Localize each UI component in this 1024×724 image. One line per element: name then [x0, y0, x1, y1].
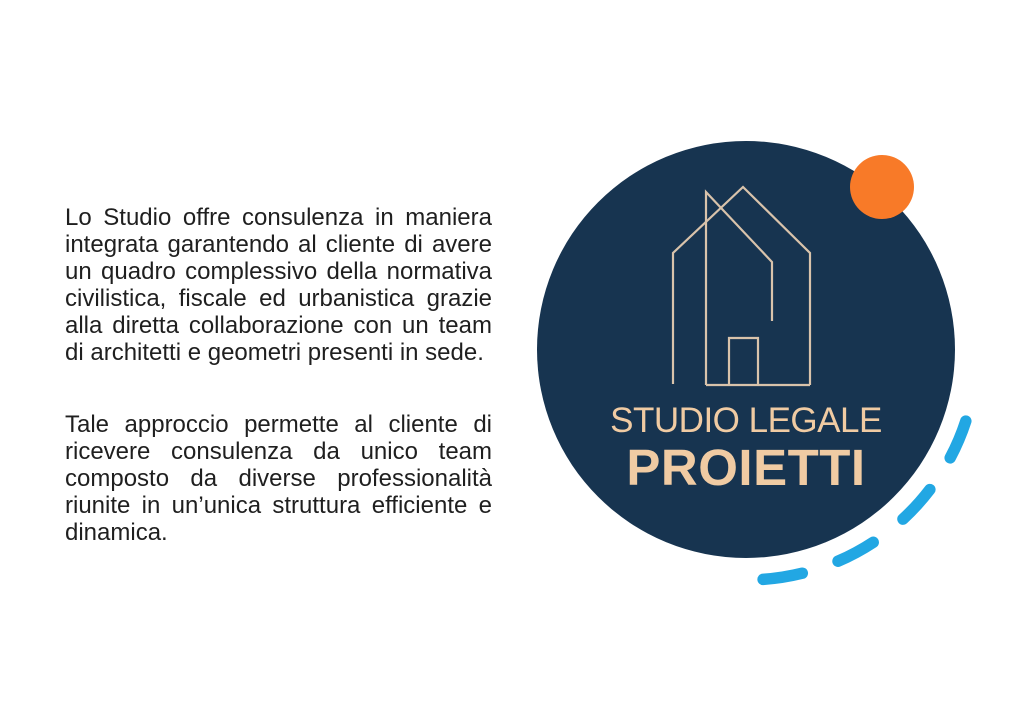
body-text	[65, 204, 492, 546]
paragraph-approccio: Tale approccio permette al cliente di ricevere consulenza da unico team composto da diverse professionalità riunite in un’unica struttura efficiente e dinamica.	[65, 411, 492, 546]
logo-wordmark-proietti: PROIETTI	[626, 439, 866, 496]
paragraph-consulenza: Lo Studio offre consulenza in maniera integrata garantendo al cliente di avere un quadro complessivo della normativa civilistica, fiscale ed urbanistica grazie alla diretta collaborazione con un team di architetti e geometri presenti in sede.	[65, 204, 492, 366]
orange-accent-dot-icon	[850, 155, 914, 219]
logo-wordmark-studio-legale: STUDIO LEGALE	[610, 401, 882, 440]
